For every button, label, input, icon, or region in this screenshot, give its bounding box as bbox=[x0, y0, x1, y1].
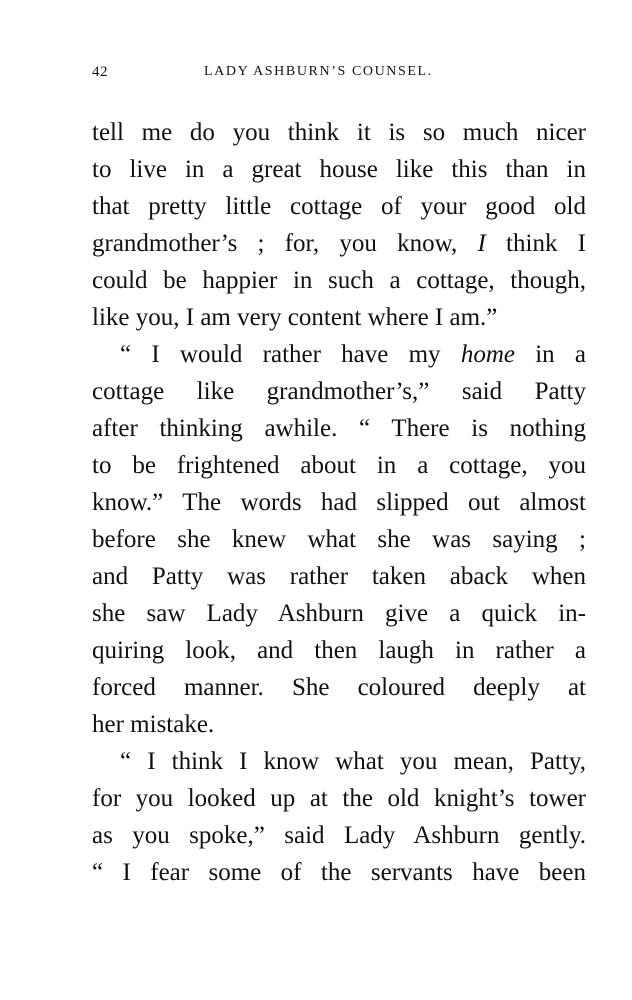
running-head bbox=[92, 64, 586, 86]
italic-word: I bbox=[477, 230, 486, 257]
text-line: her mistake. bbox=[92, 711, 215, 738]
text-segment: in a bbox=[514, 341, 586, 368]
text-segment: “ I would rather have my bbox=[120, 341, 461, 368]
italic-word: home bbox=[460, 341, 515, 368]
text-line bbox=[92, 225, 586, 262]
text-line: for you looked up at the old knight’s tower bbox=[92, 785, 586, 812]
text-line: as you spoke,” said Lady Ashburn gently. bbox=[92, 822, 586, 849]
text-line bbox=[92, 336, 586, 373]
running-title: LADY ASHBURN’S COUNSEL. bbox=[204, 64, 433, 79]
text-line: “ I fear some of the servants have been bbox=[92, 859, 586, 886]
text-line: she saw Lady Ashburn give a quick in- bbox=[92, 600, 586, 627]
text-line: cottage like grandmother’s,” said Patty bbox=[92, 378, 586, 405]
text-line: before she knew what she was saying ; bbox=[92, 526, 586, 553]
text-line: quiring look, and then laugh in rather a bbox=[92, 637, 586, 664]
page-number: 42 bbox=[92, 64, 108, 80]
text-line: to live in a great house like this than in bbox=[92, 156, 586, 183]
text-line: tell me do you think it is so much nicer bbox=[92, 119, 586, 146]
text-line: know.” The words had slipped out almost bbox=[92, 489, 586, 516]
text-line: and Patty was rather taken aback when bbox=[92, 563, 586, 590]
text-line: “ I think I know what you mean, Patty, bbox=[120, 748, 586, 775]
text-line: forced manner. She coloured deeply at bbox=[92, 674, 586, 701]
text-line: like you, I am very content where I am.” bbox=[92, 304, 498, 331]
text-segment: think I bbox=[485, 230, 586, 257]
body-text bbox=[92, 114, 586, 891]
text-line: could be happier in such a cottage, though, bbox=[92, 267, 586, 294]
text-line: after thinking awhile. “ There is nothing bbox=[92, 415, 586, 442]
text-segment: grandmother’s ; for, you know, bbox=[92, 230, 478, 257]
text-line: to be frightened about in a cottage, you bbox=[92, 452, 586, 479]
text-line: that pretty little cottage of your good old bbox=[92, 193, 586, 220]
